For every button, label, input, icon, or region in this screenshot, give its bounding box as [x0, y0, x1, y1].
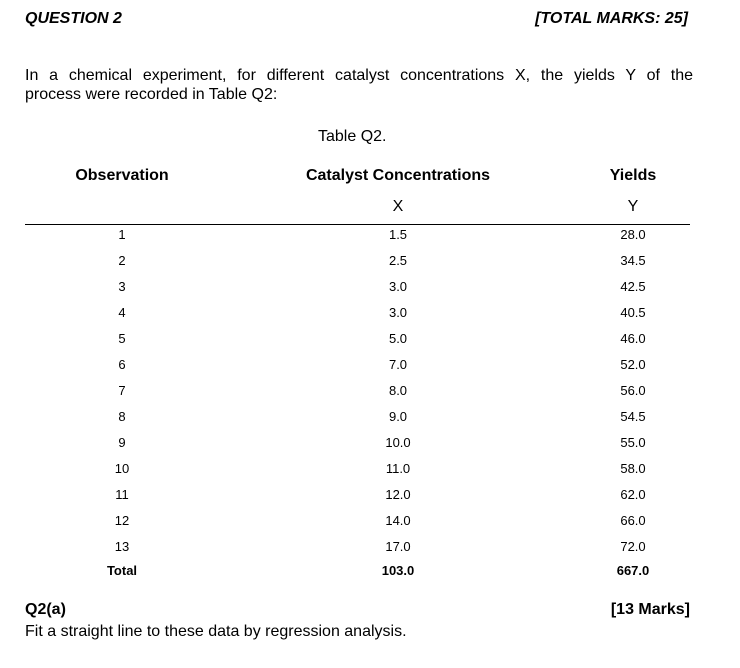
cell-concentration: 2.5	[388, 253, 408, 268]
cell-yield: 52.0	[620, 357, 646, 372]
question-title: QUESTION 2	[25, 10, 122, 27]
cell-observation: 11	[115, 487, 129, 502]
cell-yield: 56.0	[620, 383, 646, 398]
cell-concentration: 1.5	[388, 227, 408, 242]
part-a-marks: [13 Marks]	[610, 601, 690, 618]
cell-observation: 4	[118, 305, 126, 320]
cell-observation: 6	[118, 357, 126, 372]
cell-observation: 7	[118, 383, 126, 398]
part-a-text: Fit a straight line to these data by regression analysis.	[25, 623, 407, 640]
cell-yield: 34.5	[620, 253, 646, 268]
cell-observation: 12	[114, 513, 130, 528]
cell-yield: 58.0	[620, 461, 646, 476]
header-yields: Yields	[609, 167, 657, 184]
part-a-label: Q2(a)	[25, 601, 66, 618]
cell-yield: 40.5	[620, 305, 646, 320]
cell-yield: 42.5	[620, 279, 646, 294]
cell-observation: 13	[114, 539, 130, 554]
cell-concentration: 9.0	[388, 409, 408, 424]
total-marks: [TOTAL MARKS: 25]	[535, 10, 688, 27]
intro-line-1: In a chemical experiment, for different catalyst concentrations X, the yields Y of the	[25, 67, 693, 84]
cell-concentration: 14.0	[385, 513, 411, 528]
cell-concentration: 12.0	[385, 487, 411, 502]
cell-observation: 3	[118, 279, 126, 294]
cell-yield: 72.0	[620, 539, 646, 554]
intro-line-2: process were recorded in Table Q2:	[25, 86, 278, 103]
cell-observation: 2	[118, 253, 126, 268]
cell-concentration: 7.0	[388, 357, 408, 372]
cell-observation: 5	[118, 331, 126, 346]
cell-concentration: 8.0	[388, 383, 408, 398]
cell-observation: 1	[118, 227, 126, 242]
header-rule	[25, 224, 690, 225]
header-observation: Observation	[75, 167, 169, 184]
cell-yield: 55.0	[620, 435, 646, 450]
cell-yield: 62.0	[620, 487, 646, 502]
cell-yield: 54.5	[620, 409, 646, 424]
cell-concentration: 10.0	[385, 435, 411, 450]
cell-yield: 66.0	[620, 513, 646, 528]
total-y: 667.0	[616, 563, 650, 578]
header-concentration: Catalyst Concentrations	[305, 167, 491, 184]
cell-observation: 10	[114, 461, 130, 476]
cell-observation: 9	[118, 435, 126, 450]
question-intro	[25, 66, 693, 104]
cell-concentration: 5.0	[388, 331, 408, 346]
total-label: Total	[106, 563, 138, 578]
cell-yield: 28.0	[620, 227, 646, 242]
cell-concentration: 3.0	[388, 279, 408, 294]
cell-concentration: 3.0	[388, 305, 408, 320]
cell-observation: 8	[118, 409, 126, 424]
cell-concentration: 17.0	[385, 539, 411, 554]
total-x: 103.0	[381, 563, 415, 578]
subheader-y: Y	[627, 198, 639, 215]
cell-concentration: 11.0	[385, 461, 411, 476]
table-caption: Table Q2.	[318, 128, 387, 145]
subheader-x: X	[392, 198, 404, 215]
cell-yield: 46.0	[620, 331, 646, 346]
